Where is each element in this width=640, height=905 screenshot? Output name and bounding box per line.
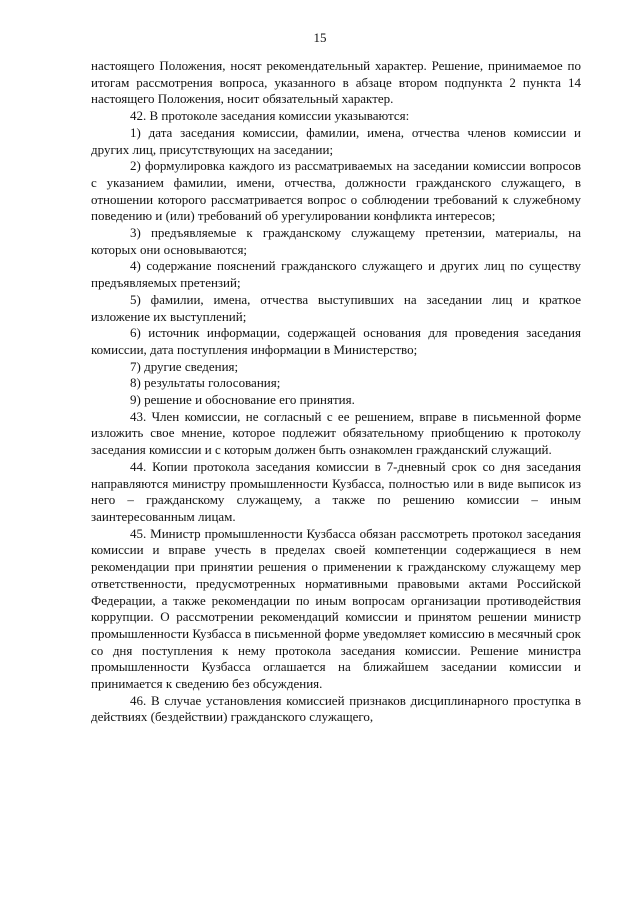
paragraph-46: 46. В случае установления комиссией признаков дисциплинарного проступка в действиях (бездействии) гражданского служащего, <box>91 692 581 725</box>
list-item-1: 1) дата заседания комиссии, фамилии, имена, отчества членов комиссии и других лиц, присутствующих на заседании; <box>91 124 581 157</box>
list-item-7: 7) другие сведения; <box>130 358 239 374</box>
list-item-2: 2) формулировка каждого из рассматриваемых на заседании комиссии вопросов с указанием фамилии, имени, отчества, должности гражданского служащего, в отношении которого рассматривается вопрос о соблюдении требований к служебному поведению и (или) требований об урегулировании конфликта интересов; <box>91 158 581 224</box>
paragraph-44: 44. Копии протокола заседания комиссии в 7-дневный срок со дня заседания направляются министру промышленности Кузбасса, полностью или в виде выписок из него – гражданскому служащему, а также по решению комиссии – иным заинтересованным лицам. <box>91 458 581 524</box>
list-item-8: 8) результаты голосования; <box>130 375 281 391</box>
list-item-4: 4) содержание пояснений гражданского служащего и других лиц по существу предъявляемых претензий; <box>91 258 581 291</box>
paragraph-42: 42. В протоколе заседания комиссии указываются: <box>130 108 410 124</box>
list-item-6: 6) источник информации, содержащей основания для проведения заседания комиссии, дата поступления информации в Министерство; <box>91 325 581 357</box>
paragraph-45: 45. Министр промышленности Кузбасса обязан рассмотреть протокол заседания комиссии и вправе учесть в пределах своей компетенции содержащиеся в нем рекомендации при принятии решения о применении к гражданскому служащему мер ответственности, предусмотренных нормативными правовыми актами Российской Федерации, а также рекомендации по иным вопросам организации противодействия коррупции. О рассмотрении рекомендаций комиссии и принятом решении министр промышленности Кузбасса в письменной форме уведомляет комиссию в месячный срок со дня поступления к нему протокола заседания комиссии. Решение министра промышленности Кузбасса оглашается на ближайшем заседании комиссии и принимается к сведению без обсуждения. <box>91 525 581 692</box>
list-item-3: 3) предъявляемые к гражданскому служащему претензии, материалы, на которых они основываются; <box>91 225 581 257</box>
document-body <box>91 58 581 726</box>
page-number: 15 <box>313 30 327 45</box>
paragraph-continuation: настоящего Положения, носят рекомендательный характер. Решение, принимаемое по итогам рассмотрения вопроса, указанного в абзаце втором подпункта 2 пункта 14 настоящего Положения, носит обязательный характер. <box>91 58 581 107</box>
paragraph-43: 43. Член комиссии, не согласный с ее решением, вправе в письменной форме изложить свое мнение, которое подлежит обязательному приобщению к протоколу заседания комиссии и с которым должен быть ознакомлен гражданский служащий. <box>91 408 581 458</box>
list-item-9: 9) решение и обоснование его принятия. <box>130 392 355 408</box>
list-item-5: 5) фамилии, имена, отчества выступивших на заседании лиц и краткое изложение их выступлений; <box>91 291 581 324</box>
